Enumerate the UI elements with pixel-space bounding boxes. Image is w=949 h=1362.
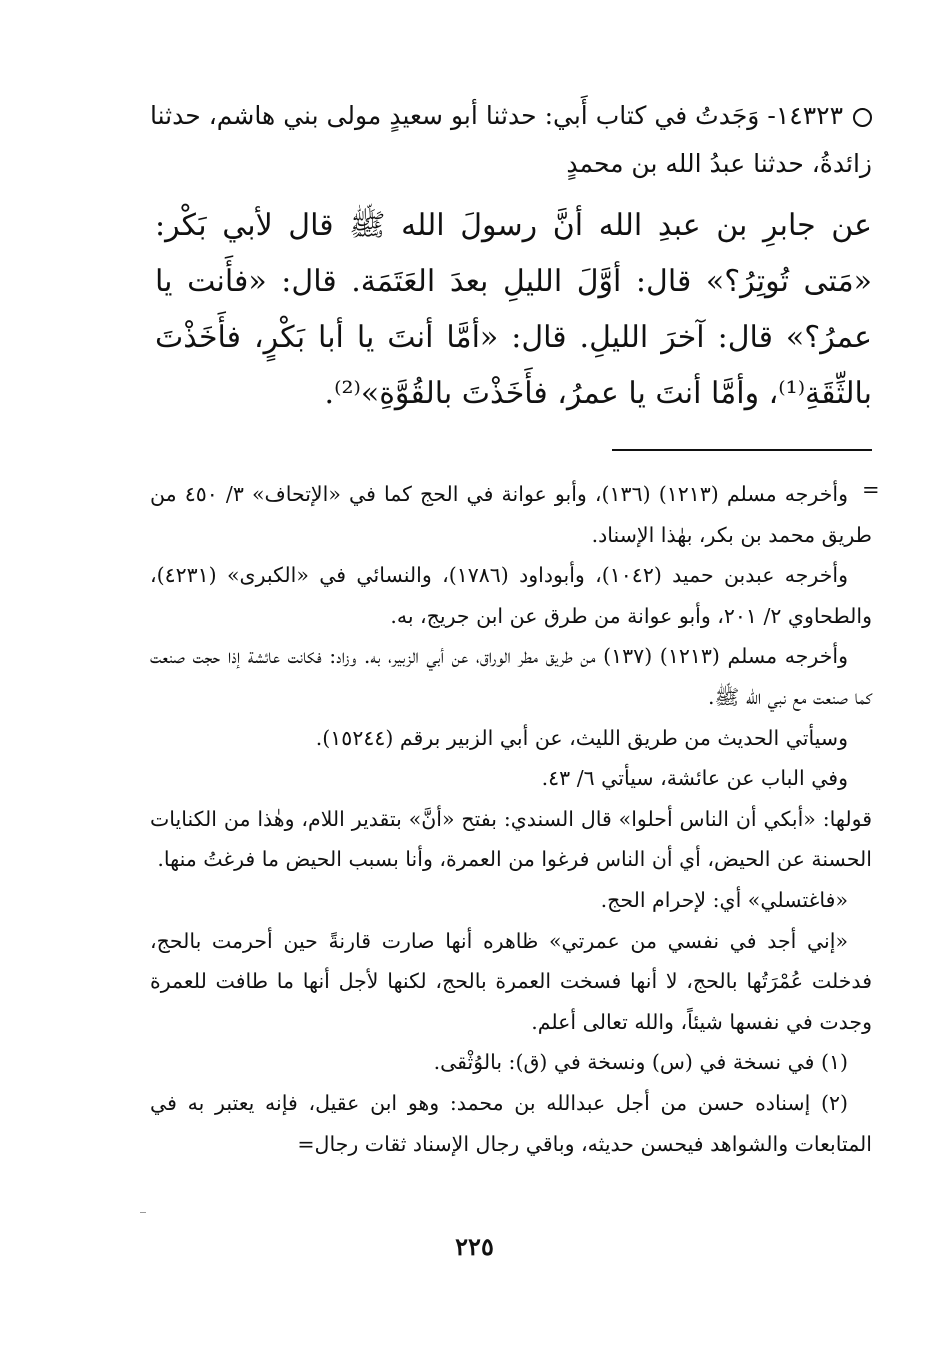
hadith-matn: عن جابرِ بن عبدِ الله أنَّ رسولَ الله ﷺ قال لأبي بَكْر: «مَتى تُوتِرُ؟» قال: أوَّلَ الليلِ بعدَ العَتَمَة. قال: «فأَنت يا عمرُ؟» قال: آخرَ الليلِ. قال: «أمَّا أنتَ يا أبا بَكْرٍ، فأَخَذْتَ بالثِّقَةِ⁽¹⁾، وأمَّا أنتَ يا عمرُ، فأَخَذْتَ بالقُوَّةِ»⁽²⁾.	[155, 208, 872, 411]
footnote-line: قولها: «أبكي أن الناس أحلوا» قال السندي: بفتح «أنَّ» بتقدير اللام، وهٰذا من الكنايات الحسنة عن الحيض، أي أن الناس فرغوا من العمرة، وأنا بسبب الحيض ما فرغتُ منها.	[150, 806, 872, 872]
hadith-number: ١٤٣٢٣-	[767, 101, 843, 130]
footnotes	[150, 474, 872, 1164]
footnote-line: وسيأتي الحديث من طريق الليث، عن أبي الزبير برقم (١٥٢٤٤).	[315, 725, 848, 750]
footnote-line: وأخرجه مسلم (١٢١٣) (١٣٧) من طريق مطر الوراق، عن أبي الزبير، به. وزاد: فكانت عائشة إذا حجت صنعت كما صنعت مع نبي الله ﷺ.	[150, 644, 872, 709]
hadith-isnad	[150, 92, 872, 188]
footnote-divider	[612, 449, 872, 451]
page-number: ٢٢٥	[455, 1232, 494, 1261]
footnote-line: وفي الباب عن عائشة، سيأتي ٦/ ٤٣.	[541, 766, 848, 791]
footnote-2: (٢) إسناده حسن من أجل عبدالله بن محمد: وهو ابن عقيل، فإنه يعتبر به في المتابعات والشواهد فيحسن حديثه، وباقي رجال الإسناد ثقات رجال=	[150, 1090, 872, 1156]
footnote-1: (١) في نسخة في (س) ونسخة في (ق): بالوُثْقى.	[433, 1050, 848, 1075]
footnote-line: «فاغتسلي» أي: لإحرام الحج.	[600, 887, 848, 912]
margin-mark	[140, 1212, 146, 1213]
footnote-line: «إني أجد في نفسي من عمرتي» ظاهره أنها صارت قارنةً حين أحرمت بالحج، فدخلت عُمْرَتُها بالحج، لا أنها فسخت العمرة بالحج، لكنها لأجل أنها ما طافت للعمرة وجدت في نفسها شيئاً، والله تعالى أعلم.	[150, 928, 872, 1034]
footnote-line: وأخرجه عبدبن حميد (١٠٤٢)، وأبوداود (١٧٨٦)، والنسائي في «الكبرى» (٤٢٣١)، والطحاوي ٢/ ٢٠١، وأبو عوانة من طرق عن ابن جريج، به.	[150, 563, 872, 628]
continuation-mark: =	[862, 478, 880, 502]
footnote-line: وأخرجه مسلم (١٢١٣) (١٣٦)، وأبو عوانة في الحج كما في «الإتحاف» ٣/ ٤٥٠ من طريق محمد بن بكر، بهٰذا الإسناد.	[150, 482, 872, 547]
isnad-text: وَجَدتُ في كتاب أَبي: حدثنا أبو سعيدٍ مولى بني هاشم، حدثنا زائدةُ، حدثنا عبدُ الله بن محمدٍ	[150, 101, 872, 178]
hadith-circle-icon	[853, 108, 872, 127]
